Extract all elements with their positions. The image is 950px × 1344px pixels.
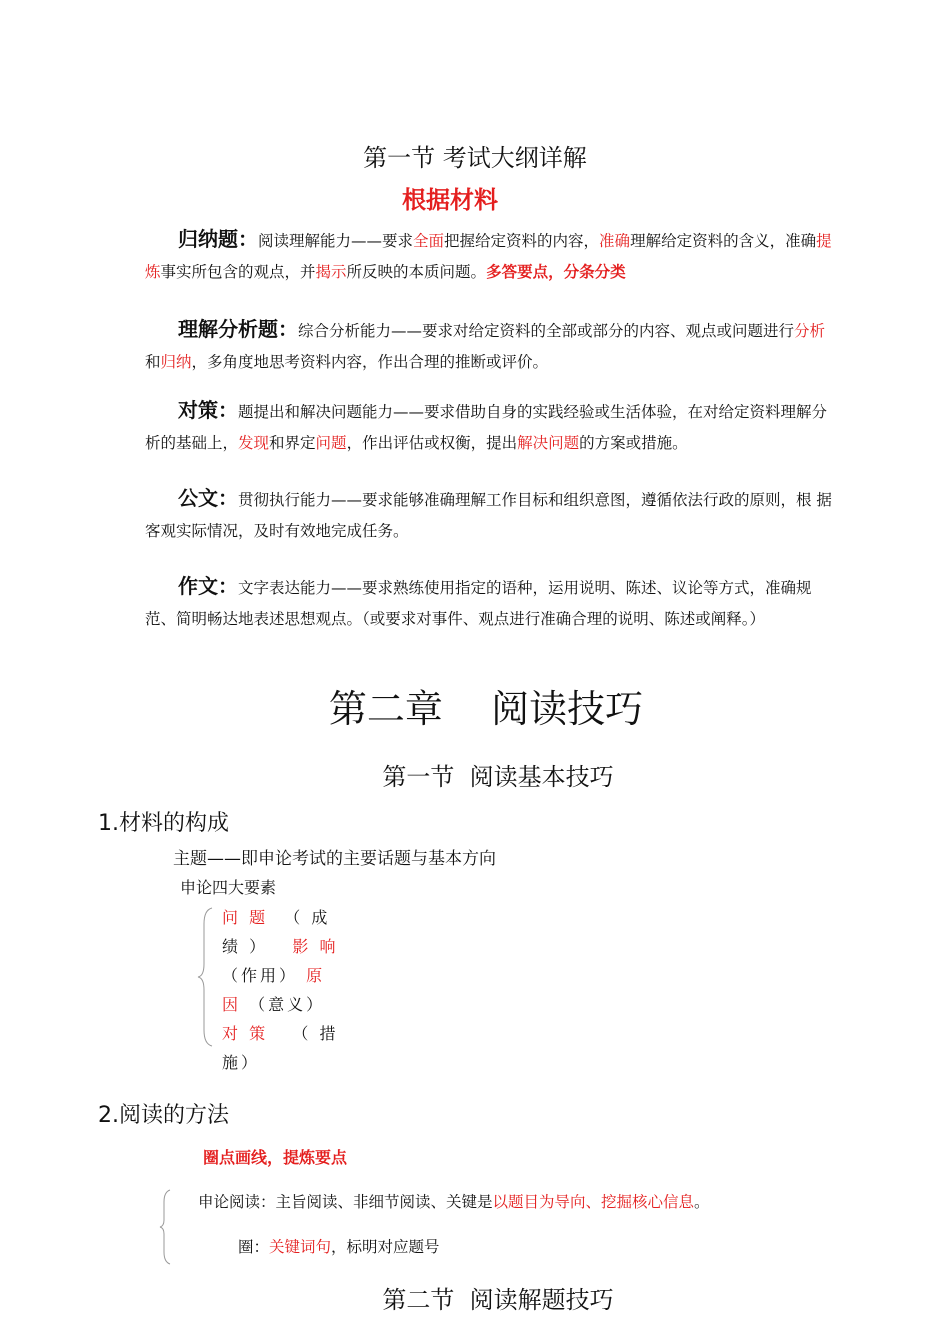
highlight-text: 因	[222, 995, 242, 1014]
highlight-text: 以题目为导向、挖掘核心信息	[492, 1193, 695, 1211]
body-text: ，多角度地思考资料内容，作出合理的推断或评价。	[191, 353, 549, 371]
method-line-1	[198, 1190, 710, 1212]
left-brace-icon	[196, 906, 218, 1048]
method-line-2	[238, 1235, 440, 1257]
highlight-text: 揭示	[315, 263, 347, 281]
highlight-text: 准确	[599, 232, 631, 250]
element-line	[222, 961, 338, 990]
elements-label: 申论四大要素	[180, 878, 277, 897]
section-subtitle: 根据材料	[402, 186, 498, 214]
body-text: 文字表达能力——要求熟练使用指定的语种，运用说明、陈述、议论等方式，准确规范、简明畅达地表述思想观点。（或要求对事件、观点进行准确合理的说明、陈述或阐释。）	[145, 579, 812, 628]
body-text: 理解给定资料的含义，准确	[630, 232, 817, 250]
item-body	[145, 579, 812, 628]
item-lead: 公文：	[178, 486, 238, 510]
body-text: 阅读理解能力——要求	[258, 232, 414, 250]
body-text: 和	[145, 353, 161, 371]
body-text: ，标明对应题号	[331, 1238, 440, 1256]
body-text: 。	[694, 1193, 710, 1211]
highlight-text: 提炼	[145, 232, 832, 281]
element-line	[222, 1019, 338, 1048]
body-text: 和界定	[269, 434, 316, 452]
item-lijiefenxi	[145, 314, 835, 378]
body-text: 题提出和解决问题能力——要求借助自身的实践经验或生活体验，在对给定资料理解分析的基础上，	[145, 403, 828, 452]
element-line	[222, 1048, 338, 1077]
item-body	[145, 491, 832, 540]
body-text: 申论阅读：主旨阅读、非细节阅读、关键是	[198, 1193, 493, 1211]
method-highlight: 圈点画线，提炼要点	[203, 1148, 348, 1167]
highlight-text: 问 题	[222, 908, 269, 927]
highlight-text: 多答要点，分条分类	[486, 263, 626, 281]
element-line	[222, 932, 338, 961]
highlight-text: 问题	[315, 434, 347, 452]
item-body	[145, 403, 827, 452]
highlight-text: 发现	[238, 434, 270, 452]
body-text: （意义）	[241, 995, 326, 1014]
body-text: 绩 ）	[222, 937, 293, 956]
body-text: 圈：	[238, 1238, 270, 1256]
highlight-text: 归纳	[160, 353, 192, 371]
item-lead: 归纳题：	[178, 227, 258, 251]
heading-methods: 2.阅读的方法	[98, 1103, 229, 1128]
highlight-text: 全面	[413, 232, 445, 250]
highlight-text: 关键词句	[269, 1238, 332, 1256]
chapter-title: 第二章 阅读技巧	[328, 687, 644, 731]
body-text: （ 措	[268, 1024, 339, 1043]
item-zuowen	[145, 571, 835, 635]
item-gongwen	[145, 483, 835, 547]
highlight-text: 解决问题	[517, 434, 580, 452]
left-brace-icon	[158, 1188, 174, 1266]
section-title: 第一节 考试大纲详解	[363, 144, 587, 172]
highlight-text: 分析	[794, 322, 826, 340]
body-text: 综合分析能力——要求对给定资料的全部或部分的内容、观点或问题进行	[298, 322, 795, 340]
element-line	[222, 990, 338, 1019]
body-text: 的方案或措施。	[579, 434, 688, 452]
body-text: 施）	[222, 1053, 261, 1072]
heading-materials: 1.材料的构成	[98, 811, 229, 836]
body-text: 贯彻执行能力——要求能够准确理解工作目标和组织意图，遵循依法行政的原则，根 据客观实际情况，及时有效地完成任务。	[145, 491, 832, 540]
body-text: （作用）	[222, 966, 307, 985]
body-text: ，作出评估或权衡，提出	[346, 434, 518, 452]
theme-line: 主题——即申论考试的主要话题与基本方向	[173, 849, 496, 869]
body-text: 事实所包含的观点，并	[160, 263, 316, 281]
highlight-text: 对 策	[222, 1024, 269, 1043]
item-lead: 作文：	[178, 574, 238, 598]
elements-list	[222, 903, 338, 1077]
body-text: 所反映的本质问题。	[346, 263, 487, 281]
body-text: （ 成	[268, 908, 331, 927]
item-duice	[145, 395, 835, 459]
highlight-text: 影 响	[292, 937, 339, 956]
element-line	[222, 903, 338, 932]
section-title-basic: 第一节 阅读基本技巧	[382, 763, 614, 791]
item-guina	[145, 224, 835, 288]
item-lead: 理解分析题：	[178, 317, 298, 341]
item-lead: 对策：	[178, 398, 238, 422]
section-title-solving: 第二节 阅读解题技巧	[382, 1286, 614, 1314]
body-text: 把握给定资料的内容，	[444, 232, 600, 250]
highlight-text: 原	[306, 966, 326, 985]
